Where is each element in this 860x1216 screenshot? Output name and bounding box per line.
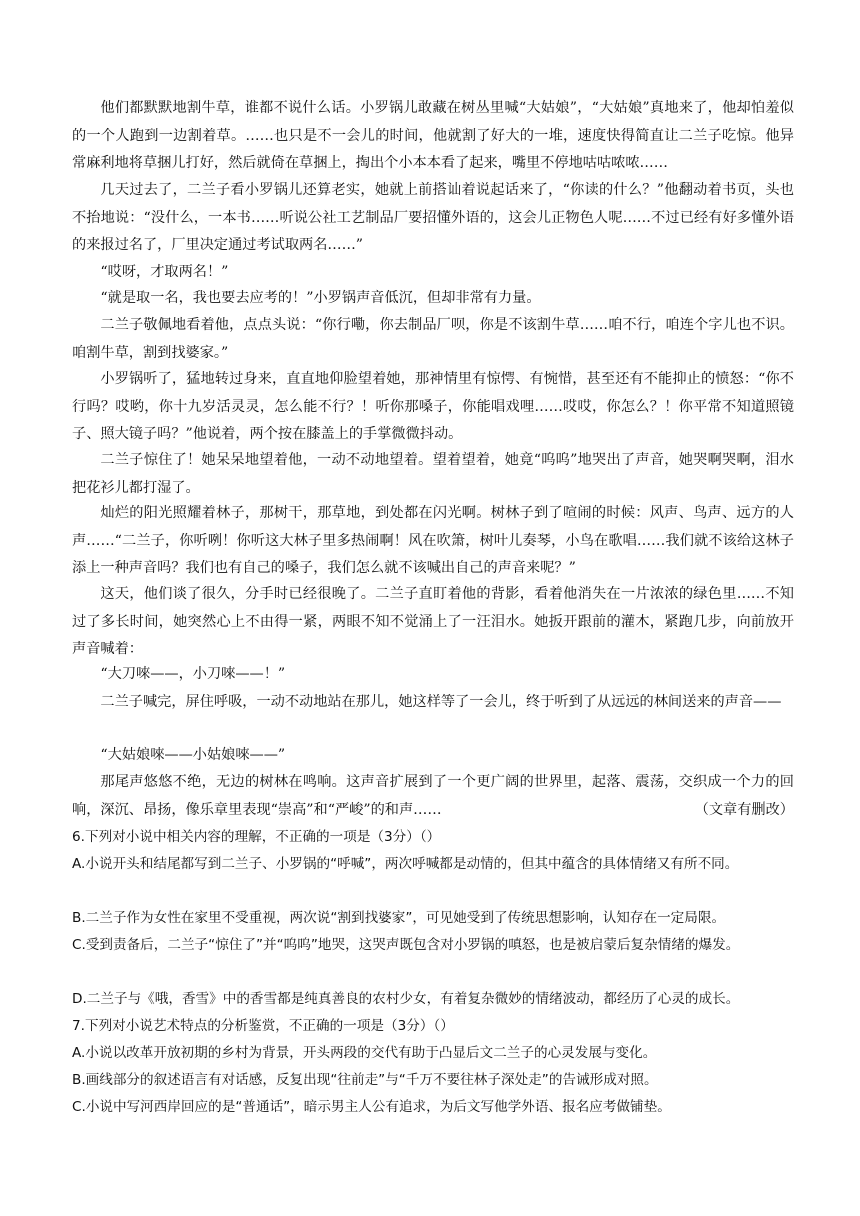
question-6-stem: 6.下列对小说中相关内容的理解，不正确的一项是（3分）（） bbox=[72, 829, 441, 845]
paragraph-4: “就是取一名，我也要去应考的！”小罗锅声音低沉，但却非常有力量。 bbox=[100, 290, 541, 306]
paragraph-8: 灿烂的阳光照耀着林子，那树干，那草地，到处都在闪光啊。树林子到了喧闹的时候：风声、鸟声、远方的人声……“二兰子，你听咧！你听这大林子里多热闹啊！风在吹箫，树叶儿奏琴，小鸟在歌唱……我们就不该给这林子添上一种声音吗？我们也有自己的嗓子，我们怎么就不该喊出自己的声音来呢？” bbox=[72, 505, 794, 576]
question-7-stem: 7.下列对小说艺术特点的分析鉴赏，不正确的一项是（3分）（） bbox=[72, 1018, 454, 1034]
revision-note: （文章有删改） bbox=[694, 801, 794, 818]
question-6-option-c: C.受到责备后，二兰子“惊住了”并“呜呜”地哭，这哭声既包含对小罗锅的嗔怒，也是被启蒙后复杂情绪的爆发。 bbox=[72, 937, 740, 953]
paragraph-12: “大姑娘唻——小姑娘唻——” bbox=[100, 747, 286, 763]
paragraph-1: 他们都默默地割牛草，谁都不说什么话。小罗锅儿敢藏在树丛里喊“大姑娘”，“大姑娘”真地来了，他却怕羞似的一个人跑到一边割着草。……也只是不一会儿的时间，他就割了好大的一堆，速度快得简直让二兰子吃惊。他异常麻利地将草捆儿打好，然后就倚在草捆上，掏出个小本本看了起来，嘴里不停地咕咕哝哝…… bbox=[72, 100, 794, 171]
question-6-option-d: D.二兰子与《哦，香雪》中的香雪都是纯真善良的农村少女，有着复杂微妙的情绪波动，都经历了心灵的成长。 bbox=[72, 991, 740, 1007]
question-7-option-c: C.小说中写河西岸回应的是“普通话”，暗示男主人公有追求，为后文写他学外语、报名应考做铺垫。 bbox=[72, 1099, 671, 1115]
question-7-option-b: B.画线部分的叙述语言有对话感，反复出现“往前走”与“千万不要往林子深处走”的告诫形成对照。 bbox=[72, 1072, 658, 1088]
paragraph-3: “哎呀，才取两名！” bbox=[100, 264, 229, 280]
paragraph-9: 这天，他们谈了很久，分手时已经很晚了。二兰子直盯着他的背影，看着他消失在一片浓浓的绿色里……不知过了多长时间，她突然心上不由得一紧，两眼不知不觉涌上了一汪泪水。她扳开跟前的灌木，紧跑几步，向前放开声音喊着： bbox=[72, 586, 794, 657]
paragraph-2: 几天过去了，二兰子看小罗锅儿还算老实，她就上前搭讪着说起话来了，“你读的什么？”他翻动着书页，头也不抬地说：“没什么，一本书……听说公社工艺制品厂要招懂外语的，这会儿正物色人呢……不过已经有好多懂外语的来报过名了，厂里决定通过考试取两名……” bbox=[72, 182, 794, 253]
question-6-option-b: B.二兰子作为女性在家里不受重视，两次说“割到找婆家”，可见她受到了传统思想影响，认知存在一定局限。 bbox=[72, 910, 726, 926]
paragraph-13: 那尾声悠悠不绝，无边的树林在鸣响。这声音扩展到了一个更广阔的世界里，起落、震荡，交织成一个力的回响，深沉、昂扬，像乐章里表现“崇高”和“严峻”的和声…… bbox=[72, 774, 794, 818]
question-6-option-a: A.小说开头和结尾都写到二兰子、小罗锅的“呼喊”，两次呼喊都是动情的，但其中蕴含的具体情绪又有所不同。 bbox=[72, 856, 739, 872]
paragraph-13-wrap bbox=[72, 769, 794, 824]
paragraph-11: 二兰子喊完，屏住呼吸，一动不动地站在那儿，她这样等了一会儿，终于听到了从远远的林间送来的声音—— bbox=[100, 694, 782, 710]
paragraph-5: 二兰子敬佩地看着他，点点头说：“你行嘞，你去制品厂呗，你是不该割牛草……咱不行，咱连个字儿也不识。咱割牛草，割到找婆家。” bbox=[72, 317, 794, 361]
paragraph-7: 二兰子惊住了！她呆呆地望着他，一动不动地望着。望着望着，她竟“呜呜”地哭出了声音，她哭啊哭啊，泪水把花衫儿都打湿了。 bbox=[72, 452, 794, 496]
question-7-option-a: A.小说以改革开放初期的乡村为背景，开头两段的交代有助于凸显后文二兰子的心灵发展与变化。 bbox=[72, 1045, 657, 1061]
paragraph-6: 小罗锅听了，猛地转过身来，直直地仰脸望着她，那神情里有惊愕、有惋惜，甚至还有不能抑止的愤怒：“你不行吗？哎哟，你十九岁活灵灵，怎么能不行？！听你那嗓子，你能唱戏哩……哎哎，你怎么？！你平常不知道照镜子、照大镜子吗？”他说着，两个按在膝盖上的手掌微微抖动。 bbox=[72, 371, 794, 442]
paragraph-10: “大刀唻——，小刀唻——！” bbox=[100, 666, 286, 682]
